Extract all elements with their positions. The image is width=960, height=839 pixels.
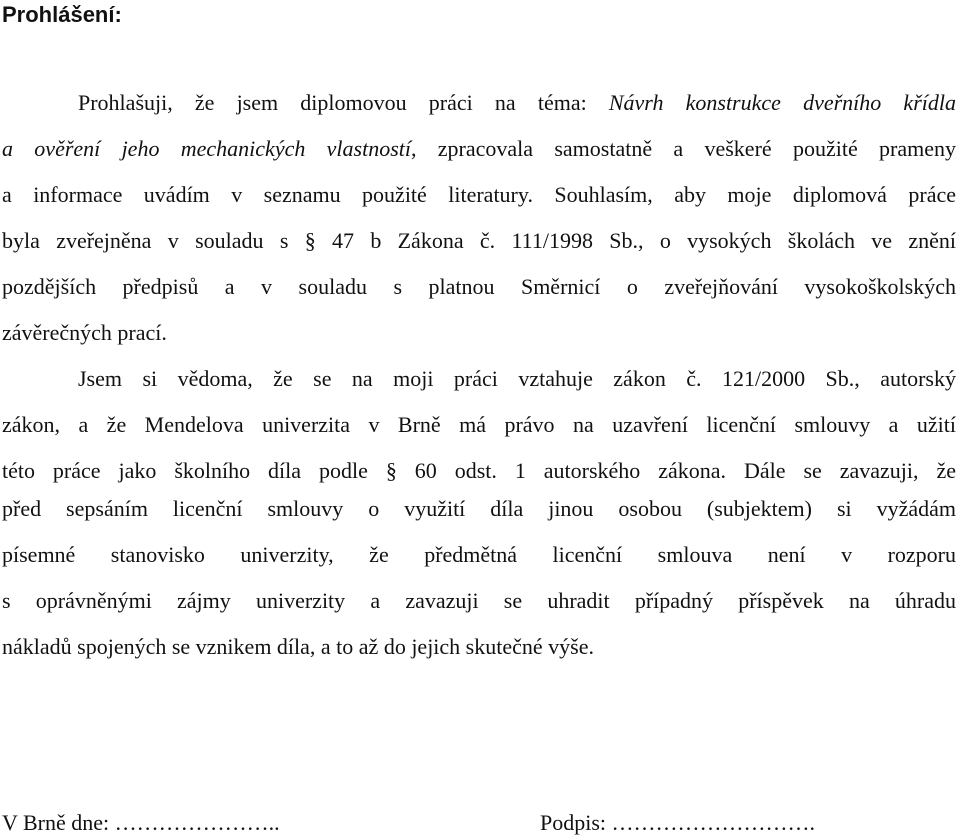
paragraph-1-line-6: závěrečných prací.	[2, 320, 167, 345]
declaration-continuation: , zpracovala samostatně a veškeré použité prameny	[410, 136, 956, 161]
paragraph-2-line-1: Jsem si vědoma, že se na moji práci vztahuje zákon č. 121/2000 Sb., autorský	[78, 366, 956, 391]
paragraph-2-line-2: zákon, a že Mendelova univerzita v Brně má právo na uzavření licenční smlouvy a užití	[2, 412, 956, 437]
paragraph-1-line-4: byla zveřejněna v souladu s § 47 b Zákona č. 111/1998 Sb., o vysokých školách ve znění	[2, 228, 956, 253]
thesis-title-part-1: Návrh konstrukce dveřního křídla	[608, 90, 956, 115]
paragraph-2-line-4: před sepsáním licenční smlouvy o využití díla jinou osobou (subjektem) si vyžádám	[2, 496, 956, 521]
paragraph-1-line-3: a informace uvádím v seznamu použité literatury. Souhlasím, aby moje diplomová práce	[2, 182, 956, 207]
signature-field: Podpis: ……………………….	[540, 810, 816, 835]
paragraph-2-line-5: písemné stanovisko univerzity, že předmětná licenční smlouva není v rozporu	[2, 542, 956, 567]
paragraph-1-line-1	[78, 88, 956, 118]
paragraph-1-line-5: pozdějších předpisů a v souladu s platnou Směrnicí o zveřejňování vysokoškolských	[2, 274, 956, 299]
thesis-title-part-2: a ověření jeho mechanických vlastností	[2, 136, 411, 161]
page-title: Prohlášení:	[2, 2, 122, 27]
paragraph-2-line-7: nákladů spojených se vznikem díla, a to až do jejich skutečné výše.	[2, 634, 594, 659]
paragraph-1-line-2	[2, 134, 956, 164]
paragraph-2-line-3: této práce jako školního díla podle § 60 odst. 1 autorského zákona. Dále se zavazuji, že	[2, 458, 956, 483]
place-date-field: V Brně dne: …………………..	[2, 810, 280, 835]
paragraph-2-line-6: s oprávněnými zájmy univerzity a zavazuji se uhradit případný příspěvek na úhradu	[2, 588, 956, 613]
declaration-intro: Prohlašuji, že jsem diplomovou práci na téma:	[78, 90, 609, 115]
